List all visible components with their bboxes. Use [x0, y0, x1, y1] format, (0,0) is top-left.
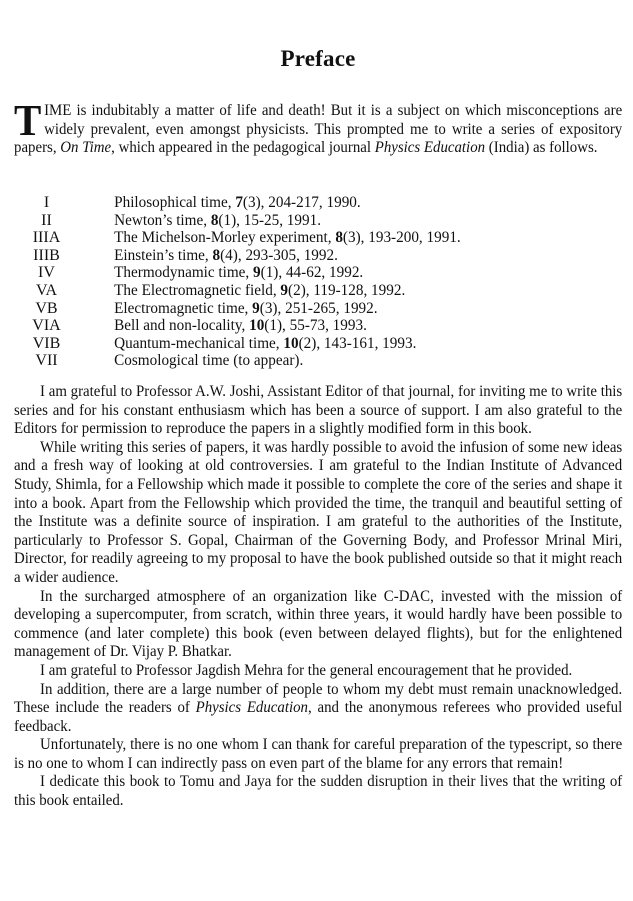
paper-citation: [79, 229, 461, 247]
paper-list-item: [14, 352, 622, 370]
paper-title: Bell and non-locality,: [114, 317, 250, 335]
intro-text-1: IME is indubitably a matter of life and death! But it is a subject on which misconceptions are widely prevalent, even amongst physicists. This prompted me to write a series of expository papers,: [14, 102, 623, 157]
paragraph-dedication: I dedicate this book to Tomu and Jaya for the sudden disruption in their lives that the writing of this book entailed.: [14, 773, 623, 810]
paper-list-item: [14, 247, 622, 265]
paper-number: VII: [35, 352, 58, 370]
paper-number: VIB: [32, 334, 61, 352]
paper-citation: [79, 352, 303, 370]
paper-list-item: [14, 335, 622, 353]
paper-details: (2), 143-161, 1993.: [298, 334, 417, 352]
paper-citation: [79, 300, 378, 318]
paper-number: IIIB: [33, 246, 60, 264]
paper-details: (3), 193-200, 1991.: [342, 229, 461, 247]
paper-list-item: [14, 212, 622, 230]
intro-text-3: (India) as follows.: [485, 139, 598, 157]
intro-text-2: , which appeared in the pedagogical journal: [111, 139, 375, 157]
readers-text-1: In addition, there are a large number of people to whom my debt must remain unacknowledged. These include the readers of: [14, 680, 623, 717]
paper-number: IIIA: [32, 229, 61, 247]
paper-number: I: [43, 194, 50, 211]
paper-citation: [79, 194, 361, 212]
paper-number: II: [41, 211, 52, 229]
paper-details: (4), 293-305, 1992.: [220, 246, 338, 264]
paper-citation: [79, 282, 405, 300]
paper-details: (3), 251-265, 1992.: [259, 299, 378, 317]
paper-title: Electromagnetic time,: [114, 299, 253, 317]
paper-title: Cosmological time (to appear).: [114, 352, 304, 370]
paper-citation: [79, 212, 321, 230]
paper-number: VIA: [32, 317, 61, 335]
paper-number: IV: [38, 264, 55, 282]
paper-details: (2), 119-128, 1992.: [288, 281, 406, 299]
drop-cap: T: [14, 96, 42, 145]
paper-title: Quantum-mechanical time,: [114, 334, 284, 352]
paper-volume: 9: [280, 281, 289, 299]
paper-volume: 8: [210, 211, 219, 229]
paper-title: Einstein’s time,: [114, 246, 213, 264]
paper-title: Newton’s time,: [114, 211, 211, 229]
journal-name: Physics Education: [374, 139, 486, 157]
paper-volume: 8: [335, 229, 343, 247]
acknowledgements: [14, 383, 622, 811]
paper-title: The Michelson-Morley experiment,: [114, 229, 336, 247]
paper-list-item: [14, 264, 622, 282]
paper-volume: 7: [235, 194, 243, 211]
paragraph-fellowship: While writing this series of papers, it was hardly possible to avoid the infusion of some new ideas and a fresh way of looking at old controversies. I am grateful to the Indian Institute of Advanced Study, Shimla, for a Fellowship which made it possible to complete the core of the series and shape it into a book. Apart from the Fellowship which provided the time, the tranquil and beautiful setting of the Institute was a definite source of inspiration. I am grateful to the authorities of the Institute, particularly to Professor S. Gopal, Chairman of the Governing Body, and Professor Mrinal Miri, Director, for readily agreeing to my proposal to have the book published outside so that it might reach a wider audience.: [14, 438, 623, 586]
paper-volume: 8: [212, 246, 221, 264]
paragraph-readers: [14, 681, 622, 737]
paper-title: Thermodynamic time,: [114, 264, 254, 282]
paper-list-item: [14, 282, 622, 300]
journal-name: Physics Education: [195, 699, 308, 717]
series-title: On Time: [60, 139, 112, 157]
paragraph-typescript: Unfortunately, there is no one whom I can thank for careful preparation of the typescript, so there is no one to whom I can indirectly pass on even part of the blame for any errors that remain!: [14, 736, 623, 772]
paper-details: (1), 44-62, 1992.: [260, 264, 364, 282]
paper-list-item: [14, 317, 622, 335]
paragraph-mehra: I am grateful to Professor Jagdish Mehra for the general encouragement that he provided.: [40, 661, 573, 679]
paper-title: The Electromagnetic field,: [114, 281, 281, 299]
paragraph-joshi: I am grateful to Professor A.W. Joshi, Assistant Editor of that journal, for inviting me to write this series and for his constant enthusiasm which has been a source of support. I am also grateful to the Editors for permission to reproduce the papers in a slightly modified form in this book.: [14, 383, 623, 438]
paper-title: Philosophical time,: [114, 194, 236, 211]
readers-text-2: , and the anonymous referees who provided useful feedback.: [14, 699, 623, 735]
paper-list: [14, 194, 622, 370]
paper-volume: 10: [283, 334, 299, 352]
paper-citation: [79, 335, 416, 353]
paper-list-item: [14, 194, 622, 212]
paper-citation: [79, 264, 363, 282]
paper-volume: 9: [252, 299, 260, 317]
paper-citation: [79, 317, 367, 335]
paragraph-cdac: In the surcharged atmosphere of an organization like C-DAC, invested with the mission of developing a supercomputer, from scratch, within three years, it would hardly have been possible to commence (and later complete) this book (even between delayed flights), but for the enlightened management of Dr. Vijay P. Bhatkar.: [14, 587, 623, 661]
intro-paragraph: [14, 96, 623, 158]
paper-details: (3), 204-217, 1990.: [242, 194, 361, 211]
paper-volume: 10: [249, 317, 265, 335]
paper-details: (1), 55-73, 1993.: [264, 317, 367, 335]
paper-volume: 9: [253, 264, 261, 282]
paper-citation: [79, 247, 338, 265]
paper-list-item: [14, 229, 622, 247]
paper-list-item: [14, 300, 622, 318]
paper-number: VB: [35, 299, 58, 317]
page-title: Preface: [280, 46, 356, 71]
paper-number: VA: [35, 281, 58, 299]
paper-details: (1), 15-25, 1991.: [218, 211, 322, 229]
